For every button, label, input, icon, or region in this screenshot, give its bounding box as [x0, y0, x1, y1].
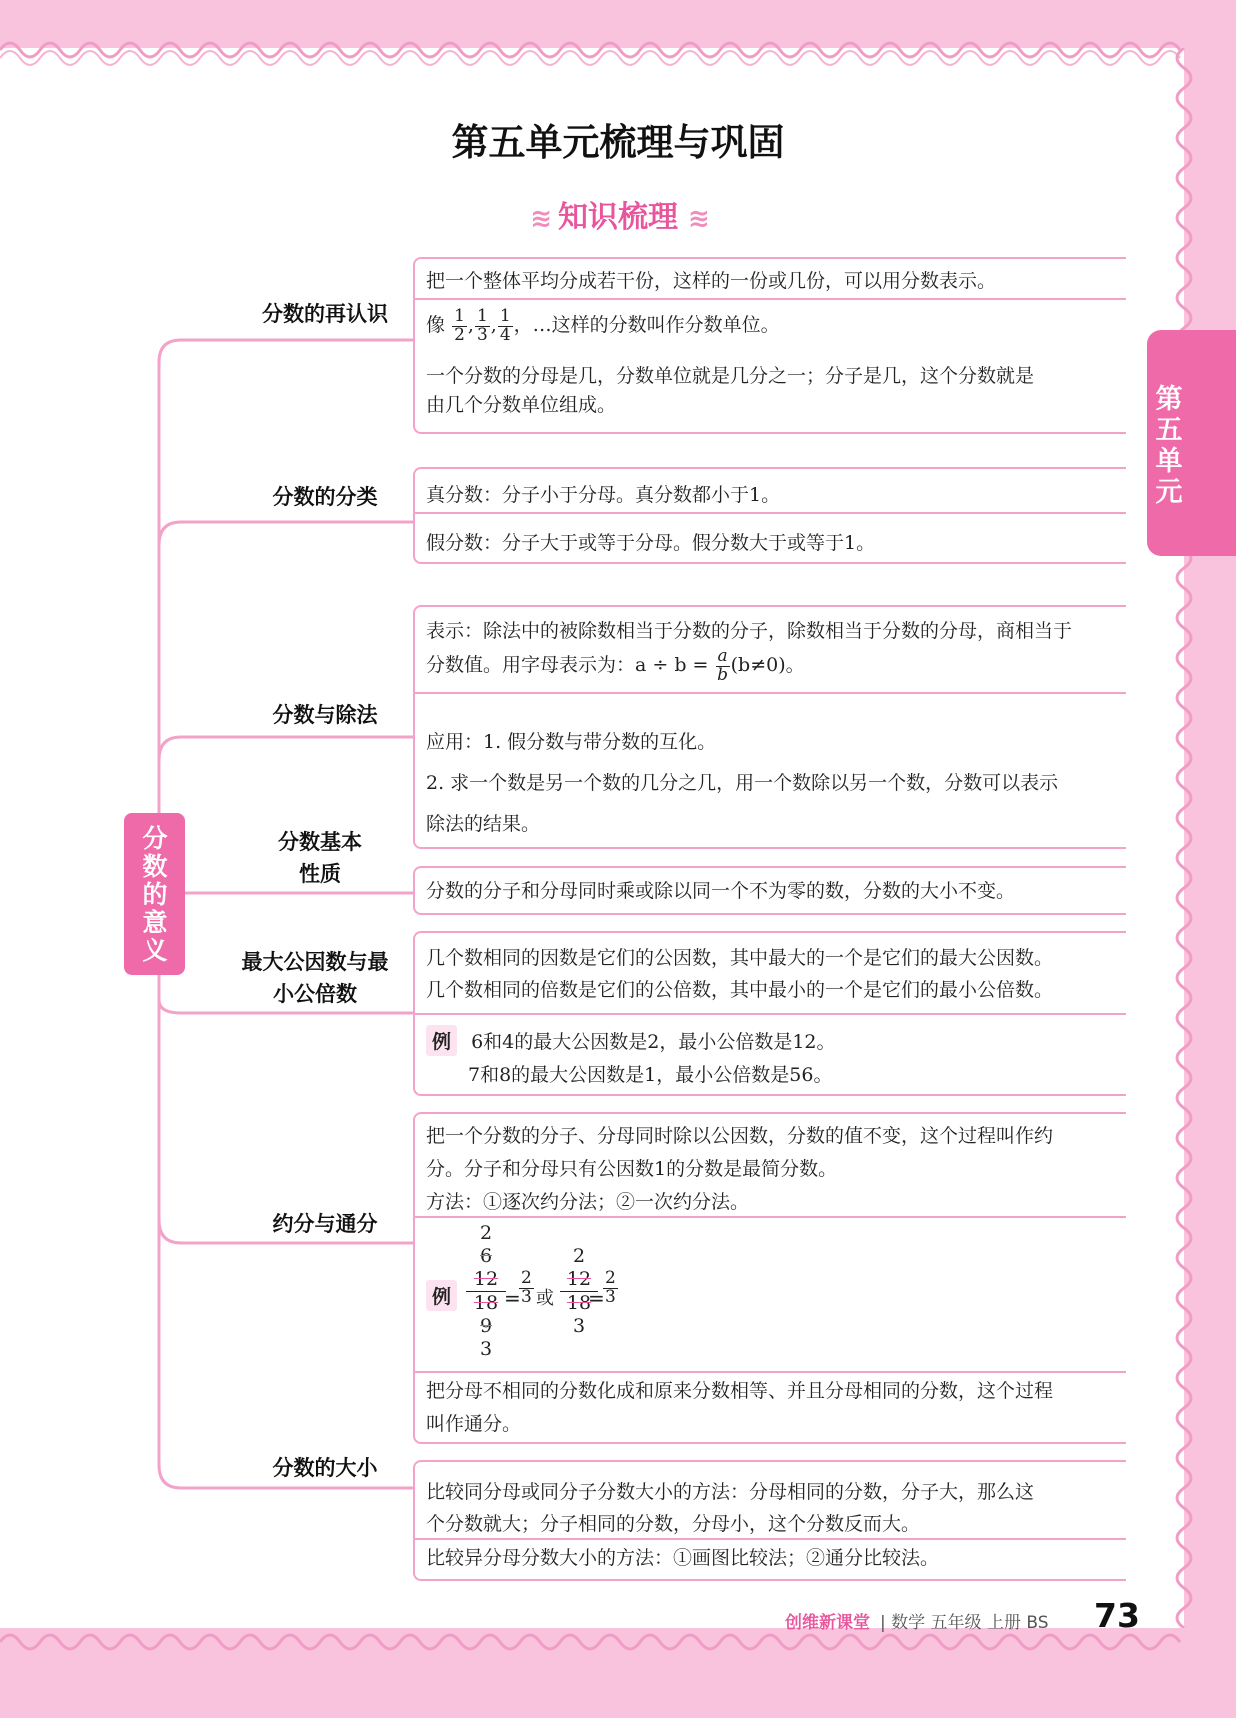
text: 分数值。用字母表示为：a ÷ b =	[426, 654, 709, 676]
text-line: 分数的分子和分母同时乘或除以同一个不为零的数，分数的大小不变。	[426, 880, 1016, 902]
improper-fraction-text: 假分数：分子大于或等于分母。假分数大于或等于1。	[426, 532, 876, 554]
text: (b≠0)。	[730, 654, 805, 676]
unit-fraction-line: 像 $\frac{1}{2}$ , $\frac{1}{3}$ , $\frac{1}{4}$ ，…这样的分数叫作分数单位。	[426, 306, 780, 345]
text-line: 一个分数的分母是几，分数单位就是几分之一；分子是几，这个分数就是	[426, 365, 1035, 387]
example-badge: 例	[426, 1025, 457, 1056]
divider	[413, 1538, 1126, 1540]
text-line: 把一个分数的分子、分母同时除以公因数，分数的值不变，这个过程叫作约	[426, 1125, 1054, 1147]
text-line: 表示：除法中的被除数相当于分数的分子，除数相当于分数的分母，商相当于	[426, 620, 1073, 642]
fraction	[452, 308, 467, 344]
numerator: 2	[605, 1268, 616, 1288]
text-line: 方法：①逐次约分法；②一次约分法。	[426, 1191, 750, 1213]
fraction	[498, 308, 513, 344]
wave-decoration-left-icon: ≋	[530, 204, 548, 234]
branch-compare: 分数的大小	[272, 1456, 378, 1480]
text-line: 比较异分母分数大小的方法：①画图比较法；②通分比较法。	[426, 1547, 940, 1569]
example-line	[426, 1025, 836, 1056]
text-line: 个分数就大；分子相同的分数，分母小，这个分数反而大。	[426, 1513, 921, 1535]
divider	[413, 298, 1126, 300]
page-number: 73	[1094, 1596, 1140, 1635]
text: 像	[426, 314, 446, 336]
text-line: 把分母不相同的分数化成和原来分数相等、并且分母相同的分数，这个过程	[426, 1380, 1054, 1402]
divider	[413, 692, 1126, 694]
fraction	[716, 648, 730, 684]
text-line: 几个数相同的倍数是它们的公倍数，其中最小的一个是它们的最小公倍数。	[426, 979, 1054, 1001]
text-line: 7和8的最大公因数是1，最小公倍数是56。	[468, 1064, 833, 1086]
division-formula-line	[426, 648, 805, 684]
denominator: 18	[473, 1292, 499, 1314]
divider	[413, 512, 1126, 514]
fraction	[475, 308, 490, 344]
footer-brand: 创维新课堂	[785, 1613, 870, 1633]
numerator: 1	[499, 306, 511, 326]
text-line: 几个数相同的因数是它们的公因数，其中最大的一个是它们的最大公因数。	[426, 947, 1054, 969]
proper-fraction-text: 真分数：分子小于分母。真分数都小于1。	[426, 484, 781, 506]
text: 6和4的最大公因数是2，最小公倍数是12。	[471, 1031, 836, 1053]
denominator: 3	[605, 1287, 616, 1307]
reduced-bottom: 3	[572, 1315, 586, 1337]
text-line: 分。分子和分母只有公因数1的分数是最简分数。	[426, 1158, 838, 1180]
equals-sign: =	[588, 1286, 605, 1310]
branch-gcd-lcm: 最大公因数与最小公倍数	[241, 950, 389, 1006]
divider	[413, 1013, 1126, 1015]
page-title: 第五单元梳理与巩固	[451, 121, 785, 164]
numerator: 12	[466, 1268, 506, 1292]
numerator: 1	[476, 306, 488, 326]
text-line: 应用：1. 假分数与带分数的互化。	[426, 731, 717, 753]
divider	[413, 1216, 1126, 1218]
branch-division: 分数与除法	[272, 703, 378, 727]
example-badge: 例	[426, 1280, 457, 1311]
reduction-example-a	[466, 1222, 506, 1361]
branch-property: 分数基本性质	[278, 830, 362, 886]
numerator: a	[717, 646, 728, 666]
text-line: 比较同分母或同分子分数大小的方法：分母相同的分数，分子大，那么这	[426, 1481, 1035, 1503]
denominator: 18	[566, 1292, 592, 1314]
unit-side-tab-label: 第五单元	[1155, 384, 1183, 508]
root-topic-label: 分数的意义	[142, 824, 168, 965]
denominator: 4	[499, 325, 511, 345]
reduced-top: 2	[479, 1222, 493, 1244]
or-text: 或	[536, 1288, 554, 1309]
denominator: b	[717, 665, 729, 685]
denominator: 2	[454, 325, 465, 345]
branch-classify: 分数的分类	[272, 485, 378, 509]
equals-sign: =	[504, 1286, 521, 1310]
reduced-top-struck: 6	[479, 1245, 493, 1267]
divider	[413, 1371, 1126, 1373]
text: ，…这样的分数叫作分数单位。	[513, 314, 780, 336]
branch-reduce-common: 约分与通分	[272, 1212, 378, 1236]
numerator: 12	[560, 1268, 598, 1292]
result-fraction-b	[603, 1270, 618, 1306]
footer-info: | 数学 五年级 上册 BS	[880, 1613, 1049, 1633]
text-line: 把一个整体平均分成若干份，这样的一份或几份，可以用分数表示。	[426, 270, 997, 292]
reduced-top: 2	[572, 1245, 586, 1267]
result-fraction-a	[519, 1270, 534, 1306]
text-line: 2. 求一个数是另一个数的几分之几，用一个数除以另一个数，分数可以表示	[426, 772, 1059, 794]
text-line: 由几个分数单位组成。	[426, 394, 617, 416]
numerator: 2	[521, 1268, 532, 1288]
denominator: 3	[476, 325, 488, 345]
reduced-bottom-struck: 9	[479, 1315, 493, 1337]
denominator: 3	[521, 1287, 532, 1307]
wave-decoration-right-icon: ≋	[688, 204, 706, 234]
text-line: 叫作通分。	[426, 1413, 522, 1435]
text-line: 除法的结果。	[426, 813, 541, 835]
numerator: 1	[454, 306, 465, 326]
reduced-bottom: 3	[479, 1338, 493, 1360]
branch-recognize: 分数的再认识	[262, 302, 388, 326]
section-heading-text: 知识梳理	[558, 200, 678, 235]
